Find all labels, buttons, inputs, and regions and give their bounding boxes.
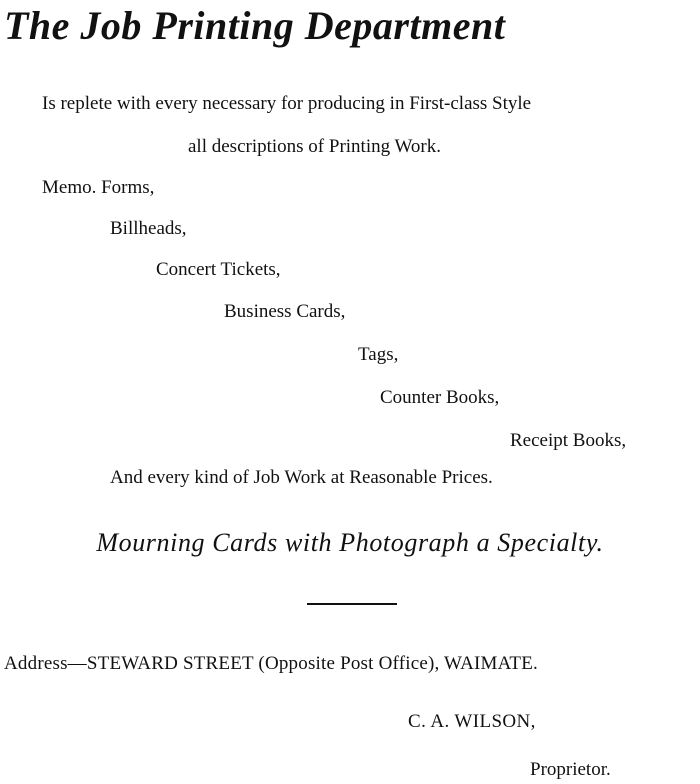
service-item-memo-forms: Memo. Forms,	[42, 177, 155, 198]
closing-line: And every kind of Job Work at Reasonable Prices.	[110, 467, 493, 488]
service-item-concert-tickets: Concert Tickets,	[156, 259, 281, 280]
service-item-business-cards: Business Cards,	[224, 301, 346, 322]
intro-line: all descriptions of Printing Work.	[188, 136, 442, 157]
service-item-billheads: Billheads,	[110, 218, 187, 239]
section-divider	[307, 603, 397, 605]
service-item-tags: Tags,	[358, 344, 399, 365]
service-item-counter-books: Counter Books,	[380, 387, 500, 408]
specialty-line: Mourning Cards with Photograph a Specialty.	[96, 528, 604, 557]
address-line: Address—STEWARD STREET (Opposite Post Office), WAIMATE.	[4, 653, 538, 674]
intro-line: Is replete with every necessary for producing in First-class Style	[42, 93, 532, 114]
service-item-receipt-books: Receipt Books,	[510, 430, 627, 451]
proprietor-role: Proprietor.	[530, 759, 611, 780]
proprietor-name: C. A. WILSON,	[408, 711, 536, 732]
advertisement-title: The Job Printing Department	[4, 3, 506, 48]
